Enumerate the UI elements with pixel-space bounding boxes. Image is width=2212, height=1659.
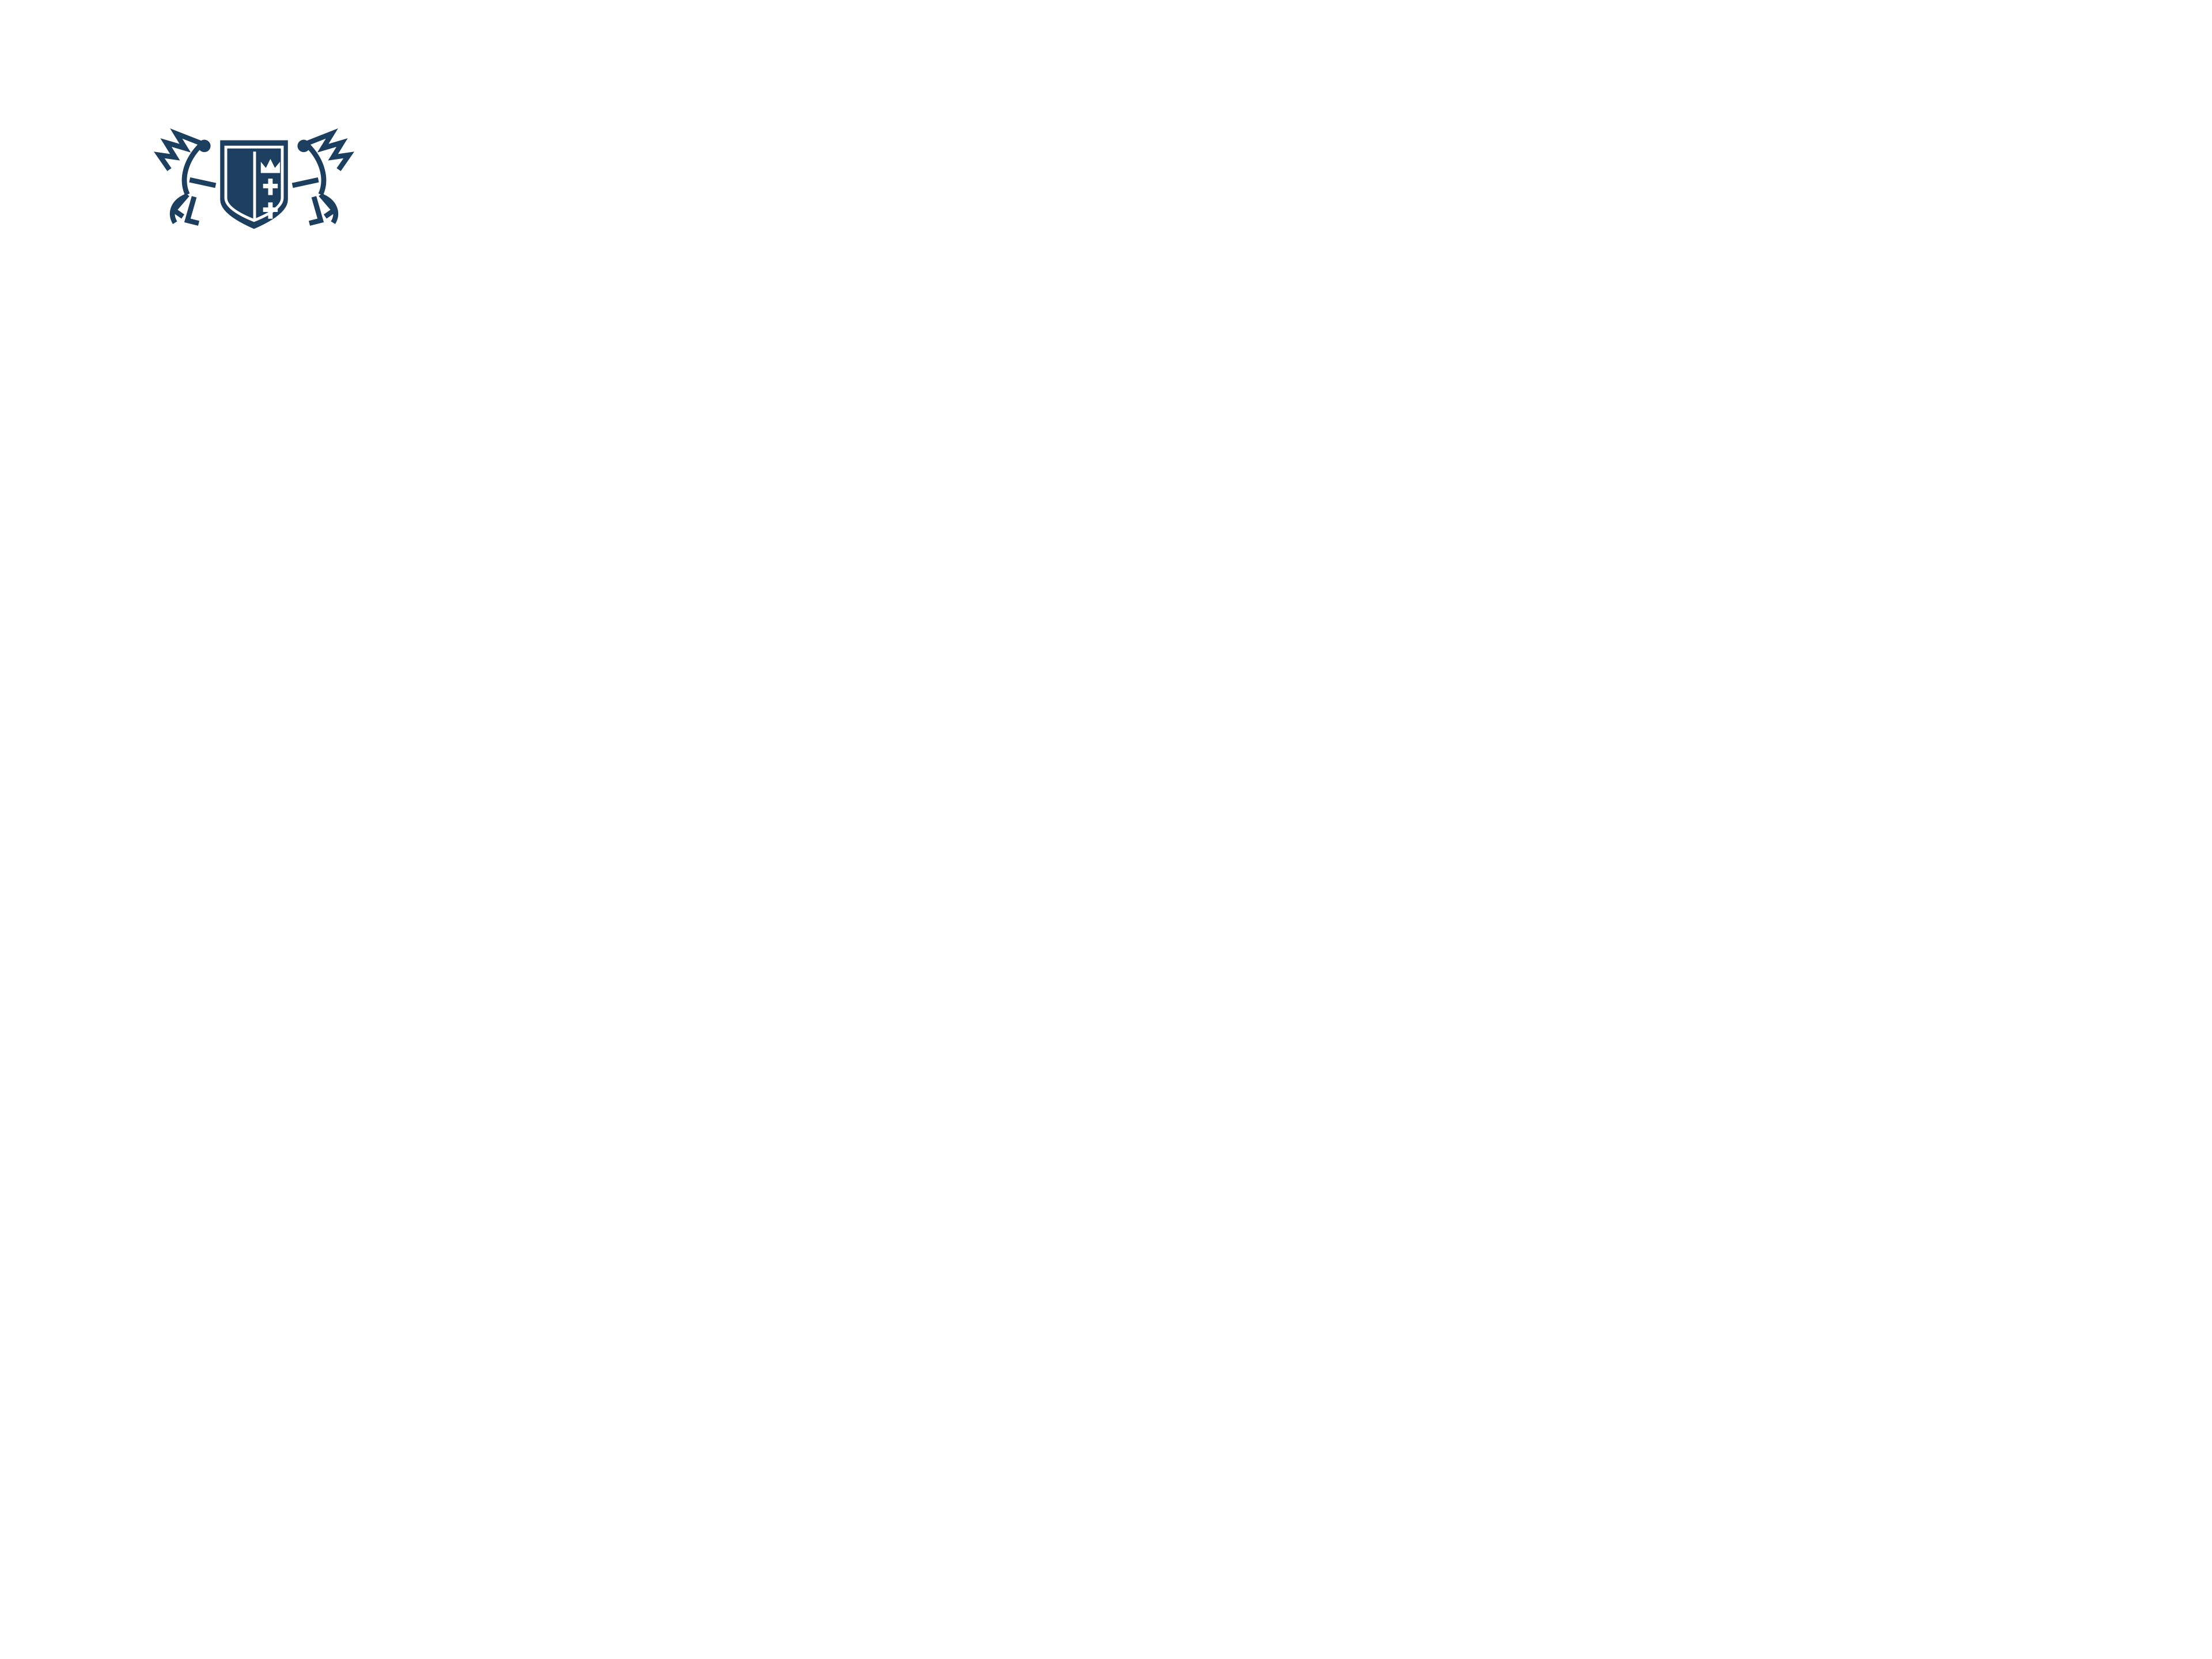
- shield-icon: [220, 141, 288, 229]
- pg-logo: [141, 124, 367, 243]
- section-banner: [0, 350, 1280, 463]
- header-divider: [729, 138, 732, 232]
